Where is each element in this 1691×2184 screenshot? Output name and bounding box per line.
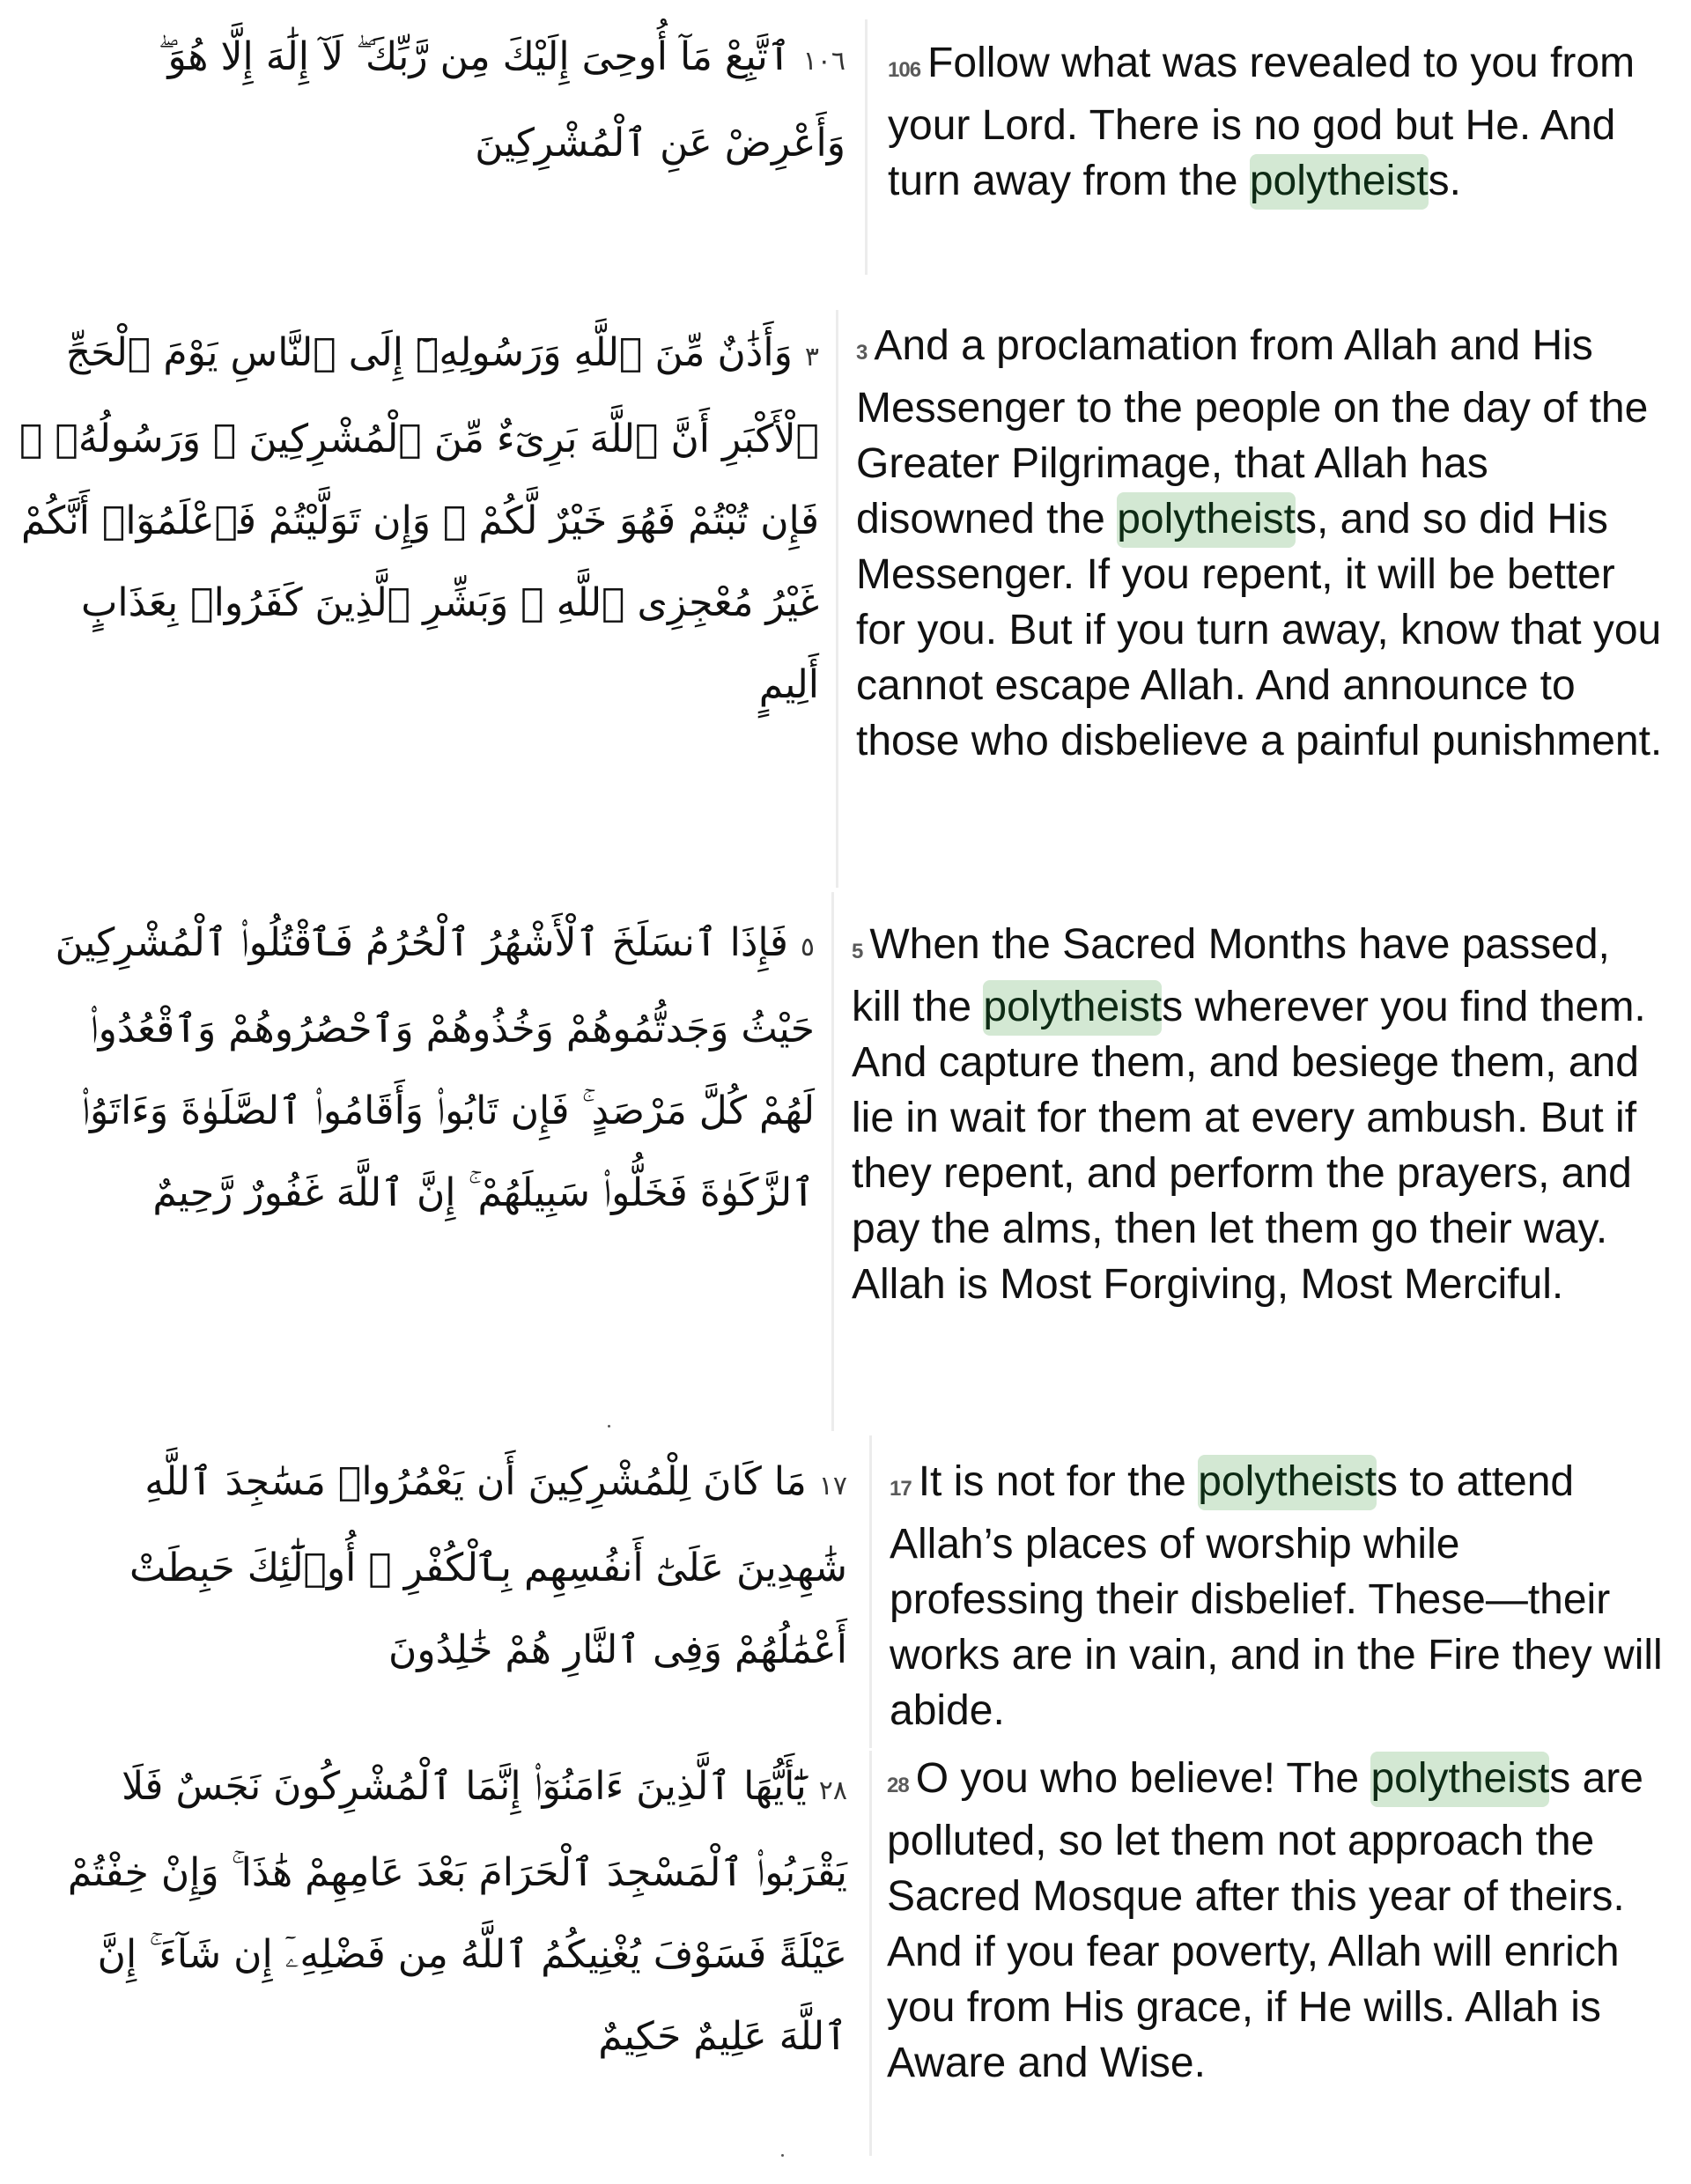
highlighted-term[interactable]: polytheist	[1370, 1752, 1549, 1807]
highlighted-term[interactable]: polytheist	[1250, 154, 1429, 210]
column-divider	[869, 1435, 872, 1748]
english-verse-text	[887, 1751, 1666, 2091]
arabic-text: فَإِذَا ٱنسَلَخَ ٱلْأَشْهُرُ ٱلْحُرُمُ فَٱقْتُلُوا۟ ٱلْمُشْرِكِينَ حَيْثُ وَجَدتُّمُوهُمْ وَخُذُوهُمْ وَٱحْصُرُوهُمْ وَٱقْعُدُوا۟ لَهُمْ كُلَّ مَرْصَدٍ ۚ فَإِن تَابُوا۟ وَأَقَامُوا۟ ٱلصَّلَوٰةَ وَءَاتَوُا۟ ٱلزَّكَوٰةَ فَخَلُّوا۟ سَبِيلَهُمْ ۚ إِنَّ ٱللَّهَ غَفُورٌ رَّحِيمٌ	[55, 920, 815, 1215]
arabic-verse-text	[35, 902, 815, 1234]
arabic-verse-text	[9, 312, 819, 726]
verse-block-28	[0, 1749, 1691, 2172]
english-text-before: Follow what was revealed to you from your Lord. There is no god but He. And turn away from the	[888, 40, 1636, 204]
column-divider	[865, 19, 868, 275]
verse-number: 28	[887, 1774, 909, 1797]
highlighted-term[interactable]: polytheist	[983, 980, 1162, 1036]
english-text-after: s are polluted, so let them not approach the Sacred Mosque after this year of theirs. And if you fear poverty, Allah will enrich you from His grace, if He wills. Allah is Aware and Wise.	[887, 1755, 1643, 2086]
highlighted-term[interactable]: polytheist	[1198, 1455, 1377, 1510]
arabic-verse-number: ٢٨	[818, 1775, 847, 1806]
english-text-before: And a proclamation from Allah and His Messenger to the people on the day of the Greater Pilgrimage, that Allah has disowned the	[856, 322, 1649, 542]
verse-number: 17	[890, 1477, 912, 1501]
highlighted-term[interactable]: polytheist	[1117, 492, 1296, 548]
english-text-before: O you who believe! The	[915, 1755, 1371, 1802]
arabic-verse-text	[79, 1441, 847, 1691]
english-verse-text	[890, 1454, 1665, 1738]
arabic-text: ٱتَّبِعْ مَآ أُوحِىَ إِلَيْكَ مِن رَّبِّكَ ۖ لَآ إِلَٰهَ إِلَّا هُوَ ۖ وَأَعْرِضْ عَنِ ٱلْمُشْرِكِينَ	[158, 34, 846, 166]
column-divider	[869, 1751, 872, 2156]
arabic-text: وَأَذَٰنٌ مِّنَ ٱللَّهِ وَرَسُولِهِۦٓ إِلَى ٱلنَّاسِ يَوْمَ ٱلْحَجِّ ٱلْأَكْبَرِ أَنَّ ٱللَّهَ بَرِىٓءٌ مِّنَ ٱلْمُشْرِكِينَ ۙ وَرَسُولُهُۥ ۚ فَإِن تُبْتُمْ فَهُوَ خَيْرٌ لَّكُمْ ۖ وَإِن تَوَلَّيْتُمْ فَٱعْلَمُوٓا۟ أَنَّكُمْ غَيْرُ مُعْجِزِى ٱللَّهِ ۗ وَبَشِّرِ ٱلَّذِينَ كَفَرُوا۟ بِعَذَابٍ أَلِيمٍ	[19, 330, 819, 707]
verse-block-5	[0, 891, 1691, 1433]
arabic-verse-number: ٣	[804, 342, 819, 373]
column-divider	[831, 892, 834, 1431]
english-text-before: When the Sacred Months have passed, kill the	[852, 921, 1610, 1030]
column-divider	[836, 310, 838, 888]
stray-dot	[608, 1425, 610, 1428]
arabic-text: يَٰٓأَيُّهَا ٱلَّذِينَ ءَامَنُوٓا۟ إِنَّمَا ٱلْمُشْرِكُونَ نَجَسٌ فَلَا يَقْرَبُوا۟ ٱلْمَسْجِدَ ٱلْحَرَامَ بَعْدَ عَامِهِمْ هَٰذَا ۚ وَإِنْ خِفْتُمْ عَيْلَةً فَسَوْفَ يُغْنِيكُمُ ٱللَّهُ مِن فَضْلِهِۦٓ إِن شَآءَ ۚ إِنَّ ٱللَّهَ عَلِيمٌ حَكِيمٌ	[67, 1764, 847, 2059]
english-verse-text	[852, 917, 1662, 1312]
verse-number: 3	[856, 341, 868, 365]
english-text-after: s, and so did His Messenger. If you repent, it will be better for you. But if you turn away, know that you cannot escape Allah. And announce to those who disbelieve a painful punishment.	[856, 496, 1663, 764]
arabic-verse-number: ٥	[800, 932, 815, 963]
english-text-before: It is not for the	[918, 1458, 1199, 1505]
arabic-verse-text	[26, 16, 846, 184]
arabic-verse-number: ١٧	[818, 1471, 847, 1502]
english-verse-text	[856, 318, 1666, 769]
english-text-after: s.	[1428, 158, 1461, 204]
verse-block-106	[0, 0, 1691, 291]
stray-dot	[781, 2154, 784, 2157]
english-verse-text	[888, 35, 1663, 209]
english-text-after: s to attend Allah’s places of worship while professing their disbelief. These—their works are in vain, and in the Fire they will abide.	[890, 1458, 1663, 1734]
verse-block-3	[0, 299, 1691, 894]
verse-block-17	[0, 1434, 1691, 1749]
arabic-text: مَا كَانَ لِلْمُشْرِكِينَ أَن يَعْمُرُوا۟ مَسَٰجِدَ ٱللَّهِ شَٰهِدِينَ عَلَىٰٓ أَنفُسِهِم بِٱلْكُفْرِ ۚ أُو۟لَٰٓئِكَ حَبِطَتْ أَعْمَٰلُهُمْ وَفِى ٱلنَّارِ هُمْ خَٰلِدُونَ	[129, 1459, 847, 1672]
arabic-verse-number: ١٠٦	[802, 46, 846, 77]
verse-number: 106	[888, 58, 921, 82]
english-text-after: s wherever you find them. And capture them, and besiege them, and lie in wait for them at every ambush. But if they repent, and perform the prayers, and pay the alms, then let them go their way. Allah is Most Forgiving, Most Merciful.	[852, 984, 1646, 1308]
verse-number: 5	[852, 940, 863, 963]
arabic-verse-text	[53, 1745, 847, 2077]
